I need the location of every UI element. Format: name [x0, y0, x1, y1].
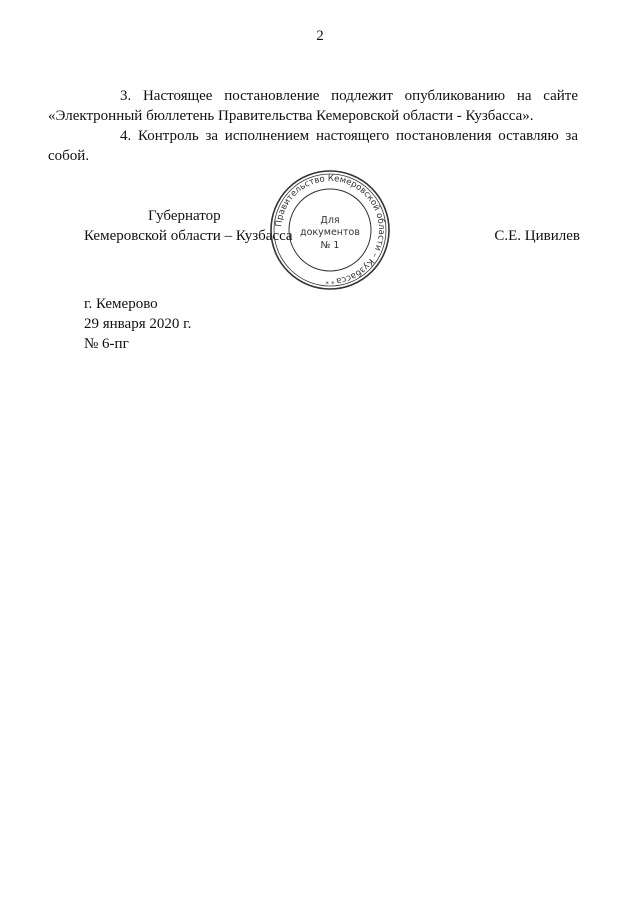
paragraph-4-line-1: 4. Контроль за исполнением настоящего постановления оставляю за — [120, 128, 578, 144]
paragraph-3-line-2: «Электронный бюллетень Правительства Кемеровской области - Кузбасса». — [48, 108, 534, 124]
signatory-name: С.Е. Цивилев — [494, 228, 580, 244]
stamp-stars: * * — [325, 280, 335, 288]
paragraph-4-line-2: собой. — [48, 148, 90, 164]
document-body — [48, 86, 578, 166]
place-date-block — [84, 294, 191, 354]
city: г. Кемерово — [84, 296, 158, 312]
paragraph-3 — [48, 86, 578, 126]
page-number: 2 — [316, 28, 324, 44]
signatory-title — [84, 206, 293, 246]
signatory-region: Кемеровской области – Кузбасса — [84, 228, 293, 244]
stamp-center-line-2: документов — [300, 227, 360, 238]
paragraph-4 — [48, 126, 578, 166]
stamp-center-line-1: Для — [320, 215, 340, 226]
document-number: № 6-пг — [84, 336, 129, 352]
document-date: 29 января 2020 г. — [84, 316, 192, 332]
stamp-center-line-3: № 1 — [320, 240, 340, 251]
official-stamp — [268, 168, 392, 292]
paragraph-3-line-1: 3. Настоящее постановление подлежит опубликованию на сайте — [120, 88, 578, 104]
signatory-position: Губернатор — [148, 208, 221, 224]
stamp-ring-text-path: Правительство Кемеровской области – Кузбасса — [274, 173, 387, 286]
